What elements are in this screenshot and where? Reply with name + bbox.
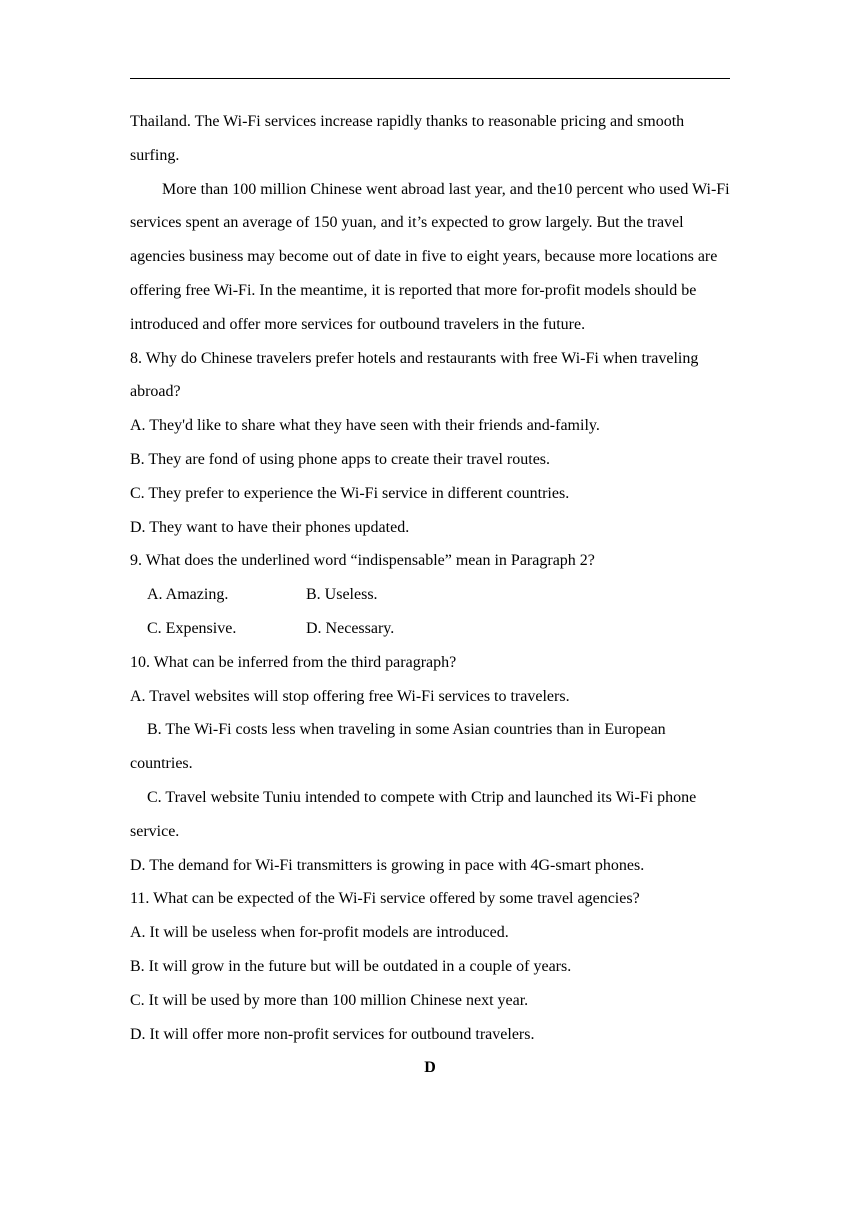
question-9-option-d: D. Necessary. bbox=[306, 619, 395, 637]
header-rule bbox=[130, 78, 730, 79]
question-11-option-b: B. It will grow in the future but will be outdated in a couple of years. bbox=[130, 957, 572, 975]
section-label: D bbox=[424, 1059, 436, 1077]
passage-continued-text: Thailand. The Wi-Fi services increase rapidly thanks to reasonable pricing and smooth surfing. bbox=[130, 113, 685, 164]
question-10-option-a: A. Travel websites will stop offering free Wi-Fi services to travelers. bbox=[130, 687, 570, 705]
question-11-option-c: C. It will be used by more than 100 million Chinese next year. bbox=[130, 991, 529, 1009]
question-10-option-b: B. The Wi-Fi costs less when traveling in some Asian countries than in European countries. bbox=[130, 721, 666, 773]
passage-paragraph: More than 100 million Chinese went abroad last year, and the10 percent who used Wi-Fi services spent an average of 150 yuan, and it’s expected to grow largely. But the travel agencies business may become out of date in five to eight years, because more locations are offering free Wi-Fi. In the meantime, it is reported that more for-profit models should be introduced and offer more services for outbound travelers in the future. bbox=[130, 180, 730, 333]
question-9-option-b: B. Useless. bbox=[306, 586, 378, 604]
question-9-options-row-1 bbox=[130, 578, 730, 612]
page-content bbox=[130, 105, 730, 1085]
question-8-option-b: B. They are fond of using phone apps to create their travel routes. bbox=[130, 450, 551, 468]
question-8-option-d: D. They want to have their phones updated. bbox=[130, 518, 410, 536]
question-10-option-d: D. The demand for Wi-Fi transmitters is growing in pace with 4G-smart phones. bbox=[130, 856, 645, 874]
question-8-option-a: A. They'd like to share what they have seen with their friends and-family. bbox=[130, 417, 600, 435]
question-8-option-c: C. They prefer to experience the Wi-Fi service in different countries. bbox=[130, 484, 570, 502]
question-9-stem: 9. What does the underlined word “indispensable” mean in Paragraph 2? bbox=[130, 552, 595, 570]
question-10-option-c: C. Travel website Tuniu intended to compete with Ctrip and launched its Wi-Fi phone service. bbox=[130, 788, 697, 840]
question-11-stem: 11. What can be expected of the Wi-Fi service offered by some travel agencies? bbox=[130, 890, 640, 908]
question-10-stem: 10. What can be inferred from the third paragraph? bbox=[130, 653, 457, 671]
question-9-option-a: A. Amazing. bbox=[147, 586, 229, 604]
question-8-stem: 8. Why do Chinese travelers prefer hotels and restaurants with free Wi-Fi when traveling abroad? bbox=[130, 349, 699, 401]
question-9-option-c: C. Expensive. bbox=[147, 619, 237, 637]
question-9-options-row-2 bbox=[130, 612, 730, 646]
question-11-option-d: D. It will offer more non-profit services for outbound travelers. bbox=[130, 1025, 535, 1043]
question-11-option-a: A. It will be useless when for-profit models are introduced. bbox=[130, 924, 509, 942]
